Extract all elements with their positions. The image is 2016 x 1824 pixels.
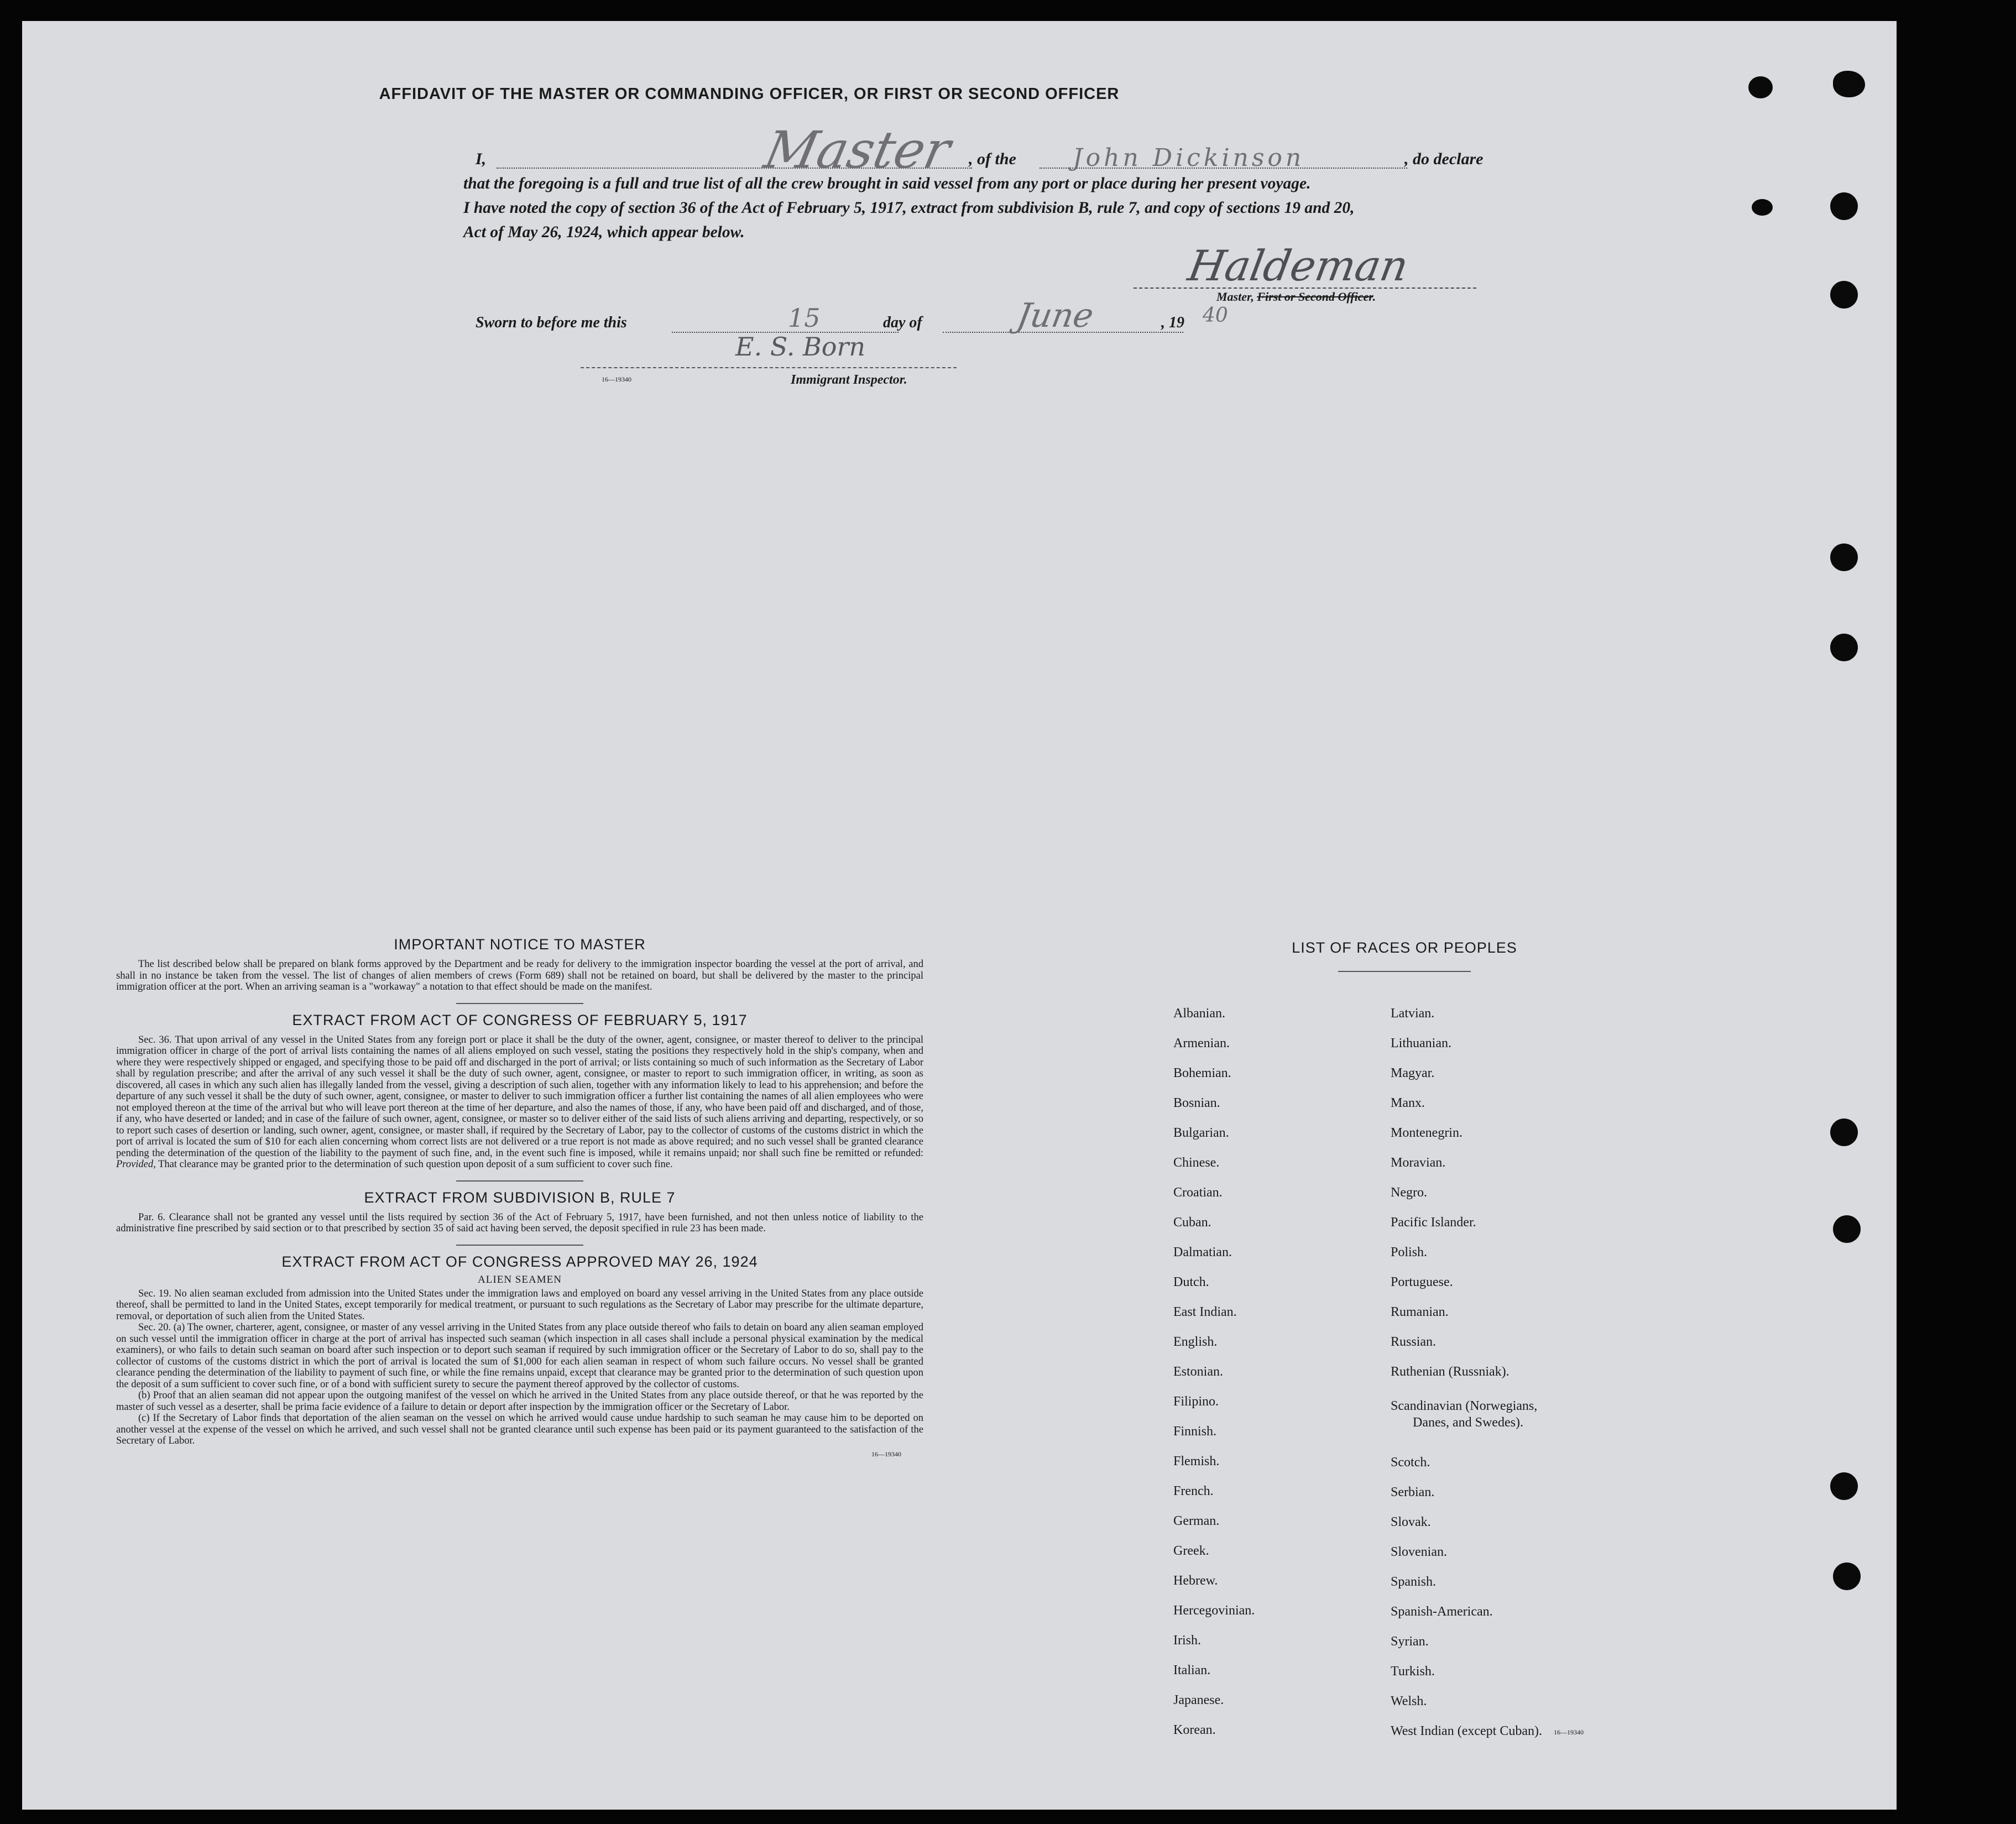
handwritten-day: 15 <box>788 303 821 333</box>
race-item: Hebrew. <box>1173 1574 1218 1588</box>
handwritten-ship-name: John Dickinson <box>1073 144 1305 172</box>
notice-text: The list described below shall be prepared on blank forms approved by the Department and be ready for delivery to the immigration inspector boarding the vessel at the port of arrival, and shall in no instance be taken from the vessel. The list of changes of alien members of crews (Form 689) shall not be retained on board, but shall be delivered by the master to the principal immigration officer at the port. When an arriving seaman is a "workaway" a notation to that effect should be made on the manifest. <box>116 959 923 992</box>
punch-hole <box>1752 199 1773 216</box>
race-item: West Indian (except Cuban). <box>1391 1724 1542 1738</box>
extract-1917-proviso: That clearance may be granted prior to the determination of such question upon deposit of a sum sufficient to cover such fine. <box>158 1159 673 1170</box>
rule-7-text: Par. 6. Clearance shall not be granted any vessel until the lists required by section 36 of the Act of February 5, 1917, have been furnished, and not then unless notice of liability to the administrative fine prescribed by said section or to that prescribed by section 35 of said act having been served, the deposit specified in rule 23 has been made. <box>116 1211 923 1234</box>
extract-1917-body: Sec. 36. That upon arrival of any vessel in the United States from any foreign port or place it shall be the duty of the owner, agent, consignee, or master thereof to deliver to the principal immigration officer in charge of the port of arrival lists containing the names of all aliens employed on such vessel, stating the positions they respectively hold in the ship's company, when and where they were respectively shipped or engaged, and specifying those to be paid off and discharged in the port of arrival; or lists containing so much of such information as the Secretary of Labor shall by regulation prescribe; and after the arrival of any such vessel it shall be the duty of such owner, agent, consignee, or master to report to such immigration officer, in writing, as soon as discovered, all cases in which any such alien has illegally landed from the vessel, giving a description of such alien, together with any information likely to lead to his apprehension; and before the departure of any such vessel it shall be the duty of such owner, agent, consignee, or master to deliver to such immigration officer a further list containing the names of all alien employees who were not employed thereon at the time of the arrival but who will leave port thereon at the time of her departure, and also the names of those, if any, who have been paid off and discharged, and of those, if any, who have deserted or landed; and in case of the failure of such owner, agent, consignee, or master so to deliver either of the said lists of such aliens arriving and departing, respectively, or so to report such cases of desertion or landing, such owner, agent, consignee, or master shall, if required by the Secretary of Labor, pay to the collector of customs of the customs district in which the port of arrival is located the sum of $10 for each alien concerning whom correct lists are not delivered or a true report is not made as above required; and no such vessel shall be granted clearance pending the determination of the question of the liability to the payment of such fine, and, in the event such fine is imposed, while it remains unpaid; nor shall such fine be remitted or refunded: <box>116 1034 923 1159</box>
race-item: Hercegovinian. <box>1173 1603 1255 1618</box>
race-item: Spanish. <box>1391 1575 1437 1589</box>
race-item: German. <box>1173 1514 1220 1528</box>
affidavit-line-3: I have noted the copy of section 36 of the Act of February 5, 1917, extract from subdivision B, rule 7, and copy of sections 19 and 20, <box>463 199 1355 217</box>
race-item: Cuban. <box>1173 1215 1211 1230</box>
section-20c-text: (c) If the Secretary of Labor finds that deportation of the alien seaman on the vessel on which he arrived would cause undue hardship to such seaman he may cause him to be deported on another vessel at the expense of the vessel on which he arrived, and such vessel shall not be granted clearance until such expense has been paid or its payment guaranteed to the satisfaction of the Secretary of Labor. <box>116 1413 923 1446</box>
race-item: Montenegrin. <box>1391 1126 1463 1140</box>
handwritten-year: 40 <box>1203 304 1228 327</box>
extract-1917-text <box>116 1034 923 1170</box>
race-item: Irish. <box>1173 1633 1201 1648</box>
race-item: Italian. <box>1173 1663 1211 1677</box>
punch-hole <box>1830 281 1858 309</box>
punch-hole <box>1833 1215 1861 1243</box>
race-item: Danes, and Swedes). <box>1413 1415 1523 1430</box>
section-19-text: Sec. 19. No alien seaman excluded from admission into the United States under the immigration laws and employed on board any vessel arriving in the United States from any place outside thereof, shall be permitted to land in the United States, except temporarily for medical treatment, or pursuant to such regulations as the Secretary of Labor may prescribe for the ultimate departure, removal, or deportation of such alien from the United States. <box>116 1288 923 1322</box>
race-item: Finnish. <box>1173 1424 1217 1439</box>
divider-3 <box>456 1245 583 1246</box>
race-item: Japanese. <box>1173 1693 1224 1707</box>
notice-title: IMPORTANT NOTICE TO MASTER <box>394 936 646 953</box>
section-20b-text: (b) Proof that an alien seaman did not appear upon the outgoing manifest of the vessel on which he arrived in the United States from any place outside thereof, or that he was reported by the master of such vessel as a deserter, shall be prima facie evidence of a failure to detain or deport after inspection by the immigration officer or the Secretary of Labor. <box>116 1390 923 1413</box>
race-item: Bohemian. <box>1173 1066 1231 1080</box>
race-item: Moravian. <box>1391 1156 1446 1170</box>
race-item: Turkish. <box>1391 1664 1435 1679</box>
inspector-signature: E. S. Born <box>735 332 866 362</box>
affidavit-form-number: 16—19340 <box>602 375 631 383</box>
race-item: Bosnian. <box>1173 1096 1220 1110</box>
caption-period: . <box>1372 290 1376 304</box>
race-item: French. <box>1173 1484 1214 1498</box>
caption-struck-officer: First or Second Officer <box>1257 290 1373 304</box>
race-item: Slovak. <box>1391 1515 1431 1529</box>
race-item: Serbian. <box>1391 1485 1435 1499</box>
affidavit-do-declare: , do declare <box>1404 150 1484 168</box>
race-item: Polish. <box>1391 1245 1428 1259</box>
handwritten-month: June <box>1014 296 1097 335</box>
race-item: Croatian. <box>1173 1185 1223 1200</box>
caption-master: Master, <box>1216 290 1254 304</box>
affidavit-line-2: that the foregoing is a full and true list of all the crew brought in said vessel from any port or place during her present voyage. <box>463 175 1311 192</box>
race-item: Filipino. <box>1173 1394 1219 1409</box>
punch-hole <box>1830 1119 1858 1146</box>
master-signature-line <box>1134 288 1476 289</box>
punch-hole <box>1830 634 1858 661</box>
section-20a-text: Sec. 20. (a) The owner, charterer, agent, consignee, or master of any vessel arriving in the United States from any place outside thereof who fails to detain on board any alien seaman employed on such vessel until the immigration officer in charge at the port of arrival has inspected such seaman (which inspection in all cases shall include a personal physical examination by the medical examiners), or who fails to detain such seaman on board after such inspection or to deport such seaman if required by such immigration officer or the Secretary of Labor to do so, shall pay to the collector of customs of the customs district in which the port of arrival is located the sum of $1,000 for each alien seaman in respect of whom such failure occurs. No vessel shall be granted clearance pending the determination of the liability to payment of such fine, or while the fine remains unpaid, except that clearance may be granted prior to the determination of such question upon the deposit of a sum sufficient to cover such fine, or of a bond with sufficient surety to secure the payment thereof approved by the collector of customs. <box>116 1322 923 1390</box>
race-item: Magyar. <box>1391 1066 1435 1080</box>
race-item: Bulgarian. <box>1173 1126 1229 1140</box>
sworn-day-of: day of <box>883 314 922 331</box>
race-item: Scotch. <box>1391 1455 1430 1470</box>
punch-hole <box>1830 1472 1858 1500</box>
punch-hole <box>1833 1562 1861 1590</box>
punch-hole <box>1830 543 1858 571</box>
races-form-number: 16—19340 <box>1554 1728 1584 1736</box>
extract-1917-title: EXTRACT FROM ACT OF CONGRESS OF FEBRUARY 5, 1917 <box>292 1011 748 1028</box>
race-item: Rumanian. <box>1391 1305 1449 1319</box>
race-item: Chinese. <box>1173 1156 1220 1170</box>
document-sheet <box>22 21 1897 1810</box>
race-item: Dalmatian. <box>1173 1245 1232 1259</box>
race-item: Russian. <box>1391 1335 1437 1349</box>
punch-hole <box>1830 192 1858 220</box>
affidavit-line-4: Act of May 26, 1924, which appear below. <box>463 223 745 241</box>
rule-7-title: EXTRACT FROM SUBDIVISION B, RULE 7 <box>364 1189 676 1206</box>
race-item: Ruthenian (Russniak). <box>1391 1365 1510 1379</box>
legal-column <box>116 936 923 1459</box>
sworn-prefix: Sworn to before me this <box>476 314 627 331</box>
extract-1924-title: EXTRACT FROM ACT OF CONGRESS APPROVED MAY 26, 1924 <box>281 1253 758 1270</box>
punch-hole <box>1833 71 1865 97</box>
race-item: Portuguese. <box>1391 1275 1453 1289</box>
affidavit-i: I, <box>476 150 487 168</box>
extract-form-number: 16—19340 <box>871 1450 901 1458</box>
divider-1 <box>456 1003 583 1004</box>
race-item: Scandinavian (Norwegians, <box>1391 1399 1538 1413</box>
race-item: Korean. <box>1173 1723 1216 1737</box>
race-item: Latvian. <box>1391 1006 1435 1021</box>
race-item: Lithuanian. <box>1391 1036 1451 1051</box>
inspector-caption: Immigrant Inspector. <box>791 373 907 387</box>
inspector-signature-line <box>581 367 957 368</box>
race-item: Manx. <box>1391 1096 1425 1110</box>
alien-seamen-subtitle: ALIEN SEAMEN <box>478 1273 562 1285</box>
race-item: Negro. <box>1391 1185 1427 1200</box>
race-item: Flemish. <box>1173 1454 1220 1468</box>
race-item: Albanian. <box>1173 1006 1225 1021</box>
divider-2 <box>456 1180 583 1182</box>
punch-hole <box>1748 76 1773 98</box>
race-item: Armenian. <box>1173 1036 1230 1051</box>
extract-1917-proviso-label: Provided, <box>116 1159 156 1170</box>
race-item: Estonian. <box>1173 1365 1223 1379</box>
races-divider <box>1338 971 1471 972</box>
race-item: Welsh. <box>1391 1694 1427 1708</box>
race-item: Slovenian. <box>1391 1545 1447 1559</box>
affidavit-of-the: , of the <box>969 150 1016 168</box>
races-title: LIST OF RACES OR PEOPLES <box>1292 939 1517 956</box>
master-signature-caption <box>1216 290 1376 304</box>
race-item: Spanish-American. <box>1391 1605 1493 1619</box>
race-item: Dutch. <box>1173 1275 1209 1289</box>
master-signature: Haldeman <box>1184 241 1412 290</box>
race-item: Pacific Islander. <box>1391 1215 1476 1230</box>
race-item: Syrian. <box>1391 1634 1429 1649</box>
race-item: East Indian. <box>1173 1305 1237 1319</box>
handwritten-master: Master <box>759 121 956 180</box>
race-item: Greek. <box>1173 1544 1209 1558</box>
affidavit-title: AFFIDAVIT OF THE MASTER OR COMMANDING OFFICER, OR FIRST OR SECOND OFFICER <box>379 85 1120 103</box>
sworn-year-prefix: , 19 <box>1161 314 1184 331</box>
race-item: English. <box>1173 1335 1218 1349</box>
